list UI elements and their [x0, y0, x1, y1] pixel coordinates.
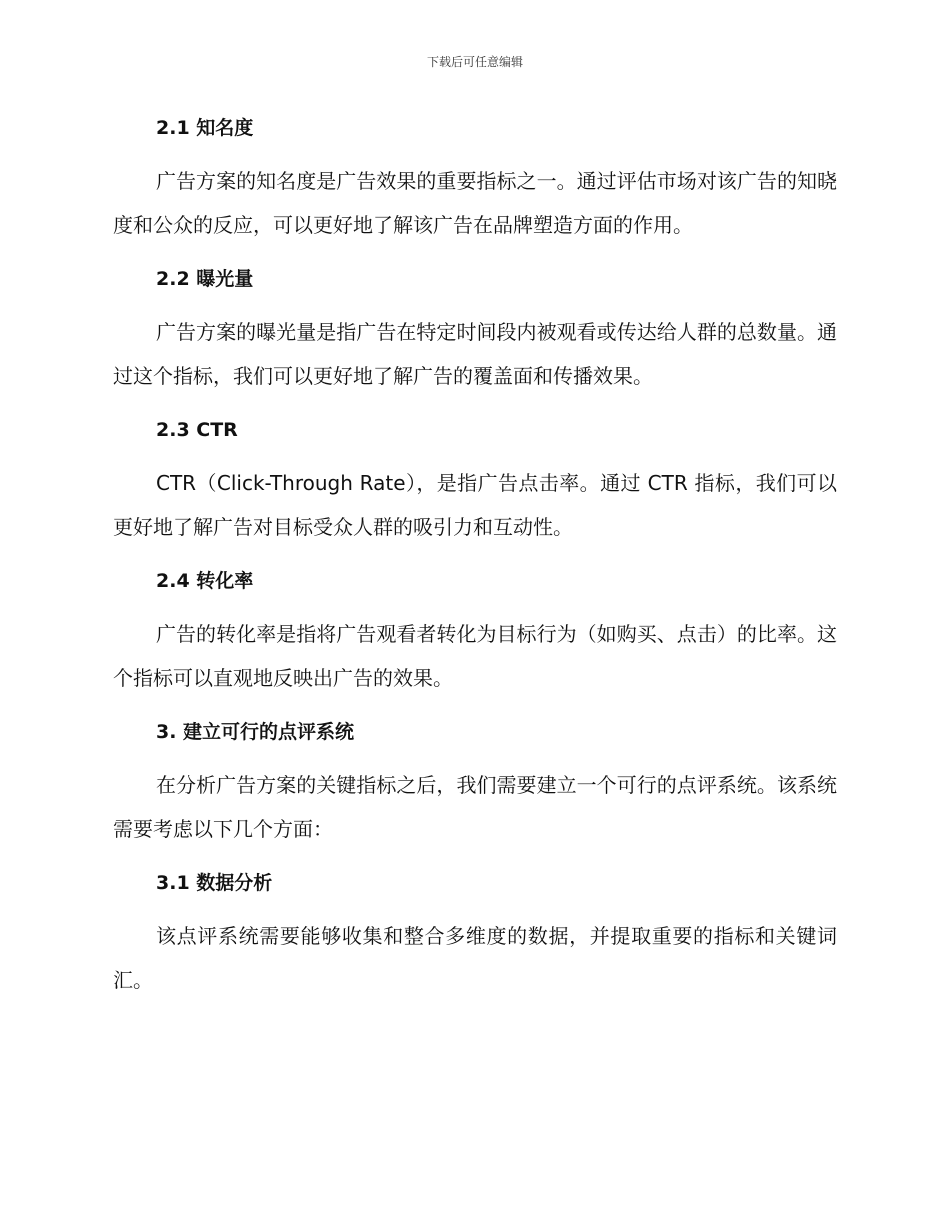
section-2-3 — [113, 412, 837, 563]
section-2-2 — [113, 261, 837, 412]
section-heading: 2.1 知名度 — [156, 117, 254, 139]
page-header-note: 下载后可任意编辑 — [426, 55, 523, 69]
section-paragraph: 广告方案的曝光量是指广告在特定时间段内被观看或传达给人群的总数量。通过这个指标，我们可以更好地了解广告的覆盖面和传播效果。 — [113, 320, 837, 388]
section-paragraph: 广告方案的知名度是广告效果的重要指标之一。通过评估市场对该广告的知晓度和公众的反应，可以更好地了解该广告在品牌塑造方面的作用。 — [113, 169, 837, 237]
section-heading: 2.4 转化率 — [156, 570, 254, 592]
section-2-1 — [113, 110, 837, 261]
section-3-1 — [113, 865, 837, 1002]
section-paragraph: 该点评系统需要能够收集和整合多维度的数据，并提取重要的指标和关键词汇。 — [113, 924, 837, 992]
section-heading: 3.1 数据分析 — [156, 872, 273, 894]
section-2-4 — [113, 563, 837, 714]
section-paragraph: 广告的转化率是指将广告观看者转化为目标行为（如购买、点击）的比率。这个指标可以直观地反映出广告的效果。 — [113, 622, 837, 690]
section-paragraph: CTR（Click-Through Rate），是指广告点击率。通过 CTR 指标，我们可以更好地了解广告对目标受众人群的吸引力和互动性。 — [113, 471, 837, 539]
section-3 — [113, 714, 837, 865]
section-heading: 3. 建立可行的点评系统 — [156, 721, 355, 743]
section-paragraph: 在分析广告方案的关键指标之后，我们需要建立一个可行的点评系统。该系统需要考虑以下几个方面： — [113, 773, 837, 841]
section-heading: 2.2 曝光量 — [156, 268, 254, 290]
section-heading: 2.3 CTR — [156, 419, 238, 441]
document-body — [113, 110, 837, 1002]
